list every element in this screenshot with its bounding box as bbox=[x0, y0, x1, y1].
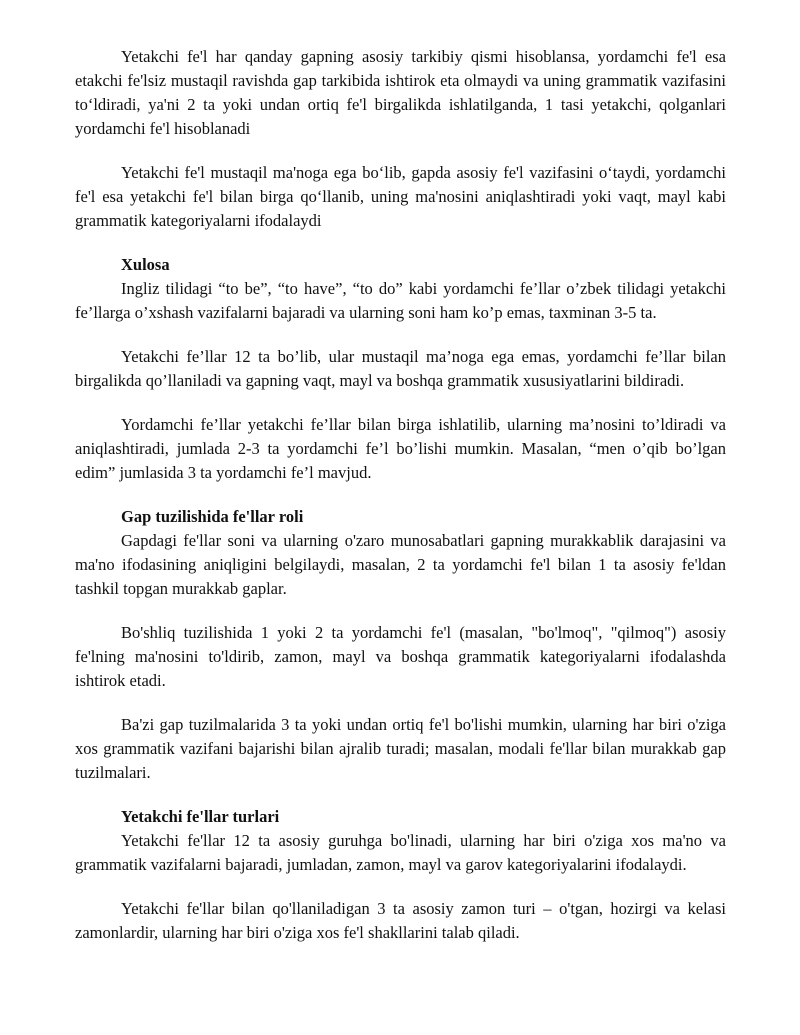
paragraph: Yetakchi fe'llar 12 ta asosiy guruhga bo'linadi, ularning har biri o'ziga xos ma'no va grammatik vazifalarni bajaradi, jumladan, zamon, mayl va garov kategoriyalarini ifodalaydi. bbox=[75, 831, 726, 874]
paragraph: Yetakchi fe'llar bilan qo'llaniladigan 3 ta asosiy zamon turi – o'tgan, hozirgi va kelasi zamonlardir, ularning har biri o'ziga xos fe'l shakllarini talab qiladi. bbox=[75, 899, 726, 942]
paragraph: Gapdagi fe'llar soni va ularning o'zaro munosabatlari gapning murakkablik darajasini va ma'no ifodasining aniqligini belgilaydi, masalan, 2 ta yordamchi fe'l bilan 1 ta asosiy fe'ldan tashkil topgan murakkab gaplar. bbox=[75, 531, 726, 598]
paragraph: Ingliz tilidagi “to be”, “to have”, “to do” kabi yordamchi fe’llar o’zbek tilidagi yetakchi fe’llarga o’xshash vazifalarni bajaradi va ularning soni ham ko’p emas, taxminan 3-5 ta. bbox=[75, 279, 726, 322]
section-heading-xulosa: Xulosa bbox=[121, 255, 170, 274]
paragraph: Bo'shliq tuzilishida 1 yoki 2 ta yordamchi fe'l (masalan, "bo'lmoq", "qilmoq") asosiy fe'lning ma'nosini to'ldirib, zamon, mayl va boshqa grammatik kategoriyalarni ifodalashda ishtirok etadi. bbox=[75, 623, 726, 690]
paragraph: Yetakchi fe'l mustaqil ma'noga ega bo‘lib, gapda asosiy fe'l vazifasini o‘taydi, yordamchi fe'l esa yetakchi fe'l bilan birga qo‘llanib, uning ma'nosini aniqlashtiradi yoki vaqt, mayl kabi grammatik kategoriyalarni ifodalaydi bbox=[75, 163, 726, 230]
paragraph: Yordamchi fe’llar yetakchi fe’llar bilan birga ishlatilib, ularning ma’nosini to’ldiradi va aniqlashtiradi, jumlada 2-3 ta yordamchi fe’l bo’lishi mumkin. Masalan, “men o’qib bo’lgan edim” jumlasida 3 ta yordamchi fe’l mavjud. bbox=[75, 415, 726, 482]
document-body bbox=[75, 45, 726, 945]
paragraph: Yetakchi fe'l har qanday gapning asosiy tarkibiy qismi hisoblansa, yordamchi fe'l esa etakchi fe'lsiz mustaqil ravishda gap tarkibida ishtirok eta olmaydi va uning grammatik vazifasini to‘ldiradi, ya'ni 2 ta yoki undan ortiq fe'l birgalikda ishlatilganda, 1 tasi yetakchi, qolganlari yordamchi fe'l hisoblanadi bbox=[75, 47, 726, 138]
section-heading-gap-tuzilishi: Gap tuzilishida fe'llar roli bbox=[121, 507, 304, 526]
section-heading-yetakchi-turlari: Yetakchi fe'llar turlari bbox=[121, 807, 280, 826]
paragraph: Ba'zi gap tuzilmalarida 3 ta yoki undan ortiq fe'l bo'lishi mumkin, ularning har biri o'ziga xos grammatik vazifani bajarishi bilan ajralib turadi; masalan, modali fe'llar bilan murakkab gap tuzilmalari. bbox=[75, 715, 726, 782]
paragraph: Yetakchi fe’llar 12 ta bo’lib, ular mustaqil ma’noga ega emas, yordamchi fe’llar bilan birgalikda qo’llaniladi va gapning vaqt, mayl va boshqa grammatik xususiyatlarini bildiradi. bbox=[75, 347, 726, 390]
